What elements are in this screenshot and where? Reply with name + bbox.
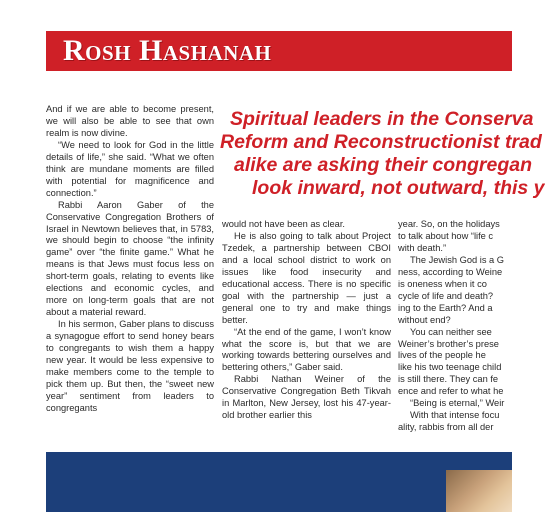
- article-column-1: [46, 104, 214, 415]
- column-3-line: With that intense focu: [410, 410, 500, 421]
- pull-quote-line-4: look inward, not outward, this y: [252, 177, 545, 199]
- column-3-line: without end?: [398, 314, 451, 325]
- column-3-line: cycle of life and death?: [398, 290, 494, 301]
- column-3-line: lives of the people he: [398, 350, 486, 361]
- column-2-paragraph-2: He is also going to talk about Project Tzedek, a partnership between CBOI and a local school district to work on issues like food insecurity and educational access. There is no specific goal with the partnership — just a general one to try and make things better.: [222, 230, 391, 325]
- column-1-paragraph-3: Rabbi Aaron Gaber of the Conservative Congregation Brothers of Israel in Newtown believes that, in 5783, we should begin to choose “the infinity game” over “the finite game.” What he means is that Jews must focus less on short-term goals, relating to events like elections and economic cycles, and more on long-term goals that are not about a material reward.: [46, 199, 214, 318]
- column-3-line: You can neither see: [410, 326, 492, 337]
- column-3-line: is oneness when it co: [398, 278, 487, 289]
- column-3-line: “Being is eternal,” Weir: [410, 398, 505, 409]
- column-3-line: ence and refer to what he: [398, 386, 504, 397]
- column-3-line: year. So, on the holidays: [398, 219, 500, 229]
- column-1-paragraph-2: “We need to look for God in the little details of life,” she said. “What we often think are mundane moments are filled with potential for magnificence and connection.”: [46, 139, 214, 198]
- column-3-line: ing to the Earth? And a: [398, 302, 493, 313]
- column-1-paragraph-4: In his sermon, Gaber plans to discuss a synagogue effort to send honey bears to congregants to wish them a happy new year. It would be less expensive to make members come to the temple to pick them up. But then, the “sweet new year” sentiment from leaders to congregants: [46, 319, 214, 413]
- article-column-3: [398, 219, 512, 434]
- photo-panel: [46, 452, 512, 512]
- column-2-paragraph-3: “At the end of the game, I won’t know what the score is, but that we are working towards bettering ourselves and bettering others,” Gaber said.: [222, 326, 391, 373]
- section-title: Rosh Hashanah: [63, 34, 272, 67]
- column-3-line: Weiner’s brother’s prese: [398, 338, 499, 349]
- column-3-line: like his two teenage child: [398, 362, 502, 373]
- column-3-line: ness, according to Weine: [398, 266, 503, 277]
- column-2-paragraph-1: would not have been as clear.: [222, 219, 346, 229]
- pull-quote: [220, 108, 545, 200]
- column-3-line: with death.”: [398, 242, 447, 253]
- column-3-line: is still there. They can fe: [398, 374, 499, 385]
- column-3-line: The Jewish God is a G: [410, 254, 505, 265]
- photo-image: [446, 470, 512, 512]
- column-2-paragraph-4: Rabbi Nathan Weiner of the Conservative Congregation Beth Tikvah in Marlton, New Jersey, lost his 47-year-old brother earlier this: [222, 374, 391, 421]
- pull-quote-line-3: alike are asking their congregan: [234, 154, 533, 176]
- article-column-2: [222, 219, 391, 422]
- column-1-paragraph-1: And if we are able to become present, we will also be able to see that own realm is now divine.: [46, 104, 214, 138]
- column-3-line: ality, rabbis from all der: [398, 422, 494, 433]
- pull-quote-line-1: Spiritual leaders in the Conserva: [230, 108, 534, 130]
- pull-quote-line-2: Reform and Reconstructionist trad: [220, 131, 542, 153]
- column-3-line: to talk about how “life c: [398, 230, 494, 241]
